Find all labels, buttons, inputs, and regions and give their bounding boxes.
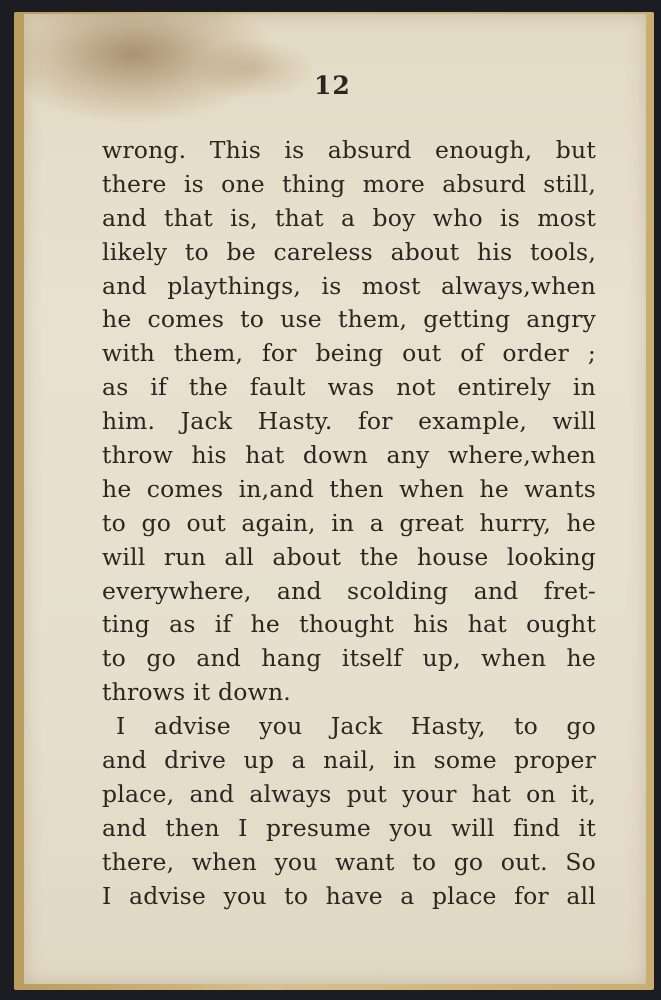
text-line: to go out again, in a great hurry, he: [102, 508, 596, 537]
text-line: and that is, that a boy who is most: [102, 203, 596, 232]
page-number: 12: [314, 71, 351, 100]
text-line: with them, for being out of order ;: [102, 339, 596, 368]
text-line: likely to be careless about his tools,: [102, 237, 596, 266]
text-line: him. Jack Hasty. for example, will: [102, 407, 596, 436]
text-line: he comes to use them, getting angry: [102, 305, 596, 334]
text-line: there, when you want to go out. So: [102, 847, 596, 876]
text-line: to go and hang itself up, when he: [102, 644, 596, 673]
paragraph-end-line: throws it down.: [102, 678, 291, 707]
text-line: and playthings, is most always,when: [102, 271, 596, 300]
text-line: wrong. This is absurd enough, but: [102, 136, 596, 164]
paragraph-start-line: I advise you Jack Hasty, to go: [116, 712, 596, 741]
text-line: and then I presume you will find it: [102, 813, 596, 842]
text-line: throw his hat down any where,when: [102, 441, 596, 470]
text-line: as if the fault was not entirely in: [102, 373, 596, 402]
text-line: there is one thing more absurd still,: [102, 169, 596, 198]
text-line: everywhere, and scolding and fret-: [102, 576, 596, 605]
text-line: and drive up a nail, in some proper: [102, 746, 596, 775]
text-line: ting as if he thought his hat ought: [102, 610, 596, 639]
text-line: he comes in,and then when he wants: [102, 474, 596, 503]
text-line: I advise you to have a place for all: [102, 881, 596, 910]
body-text: [102, 134, 596, 913]
text-line: will run all about the house looking: [102, 542, 596, 571]
text-line: place, and always put your hat on it,: [102, 779, 596, 808]
